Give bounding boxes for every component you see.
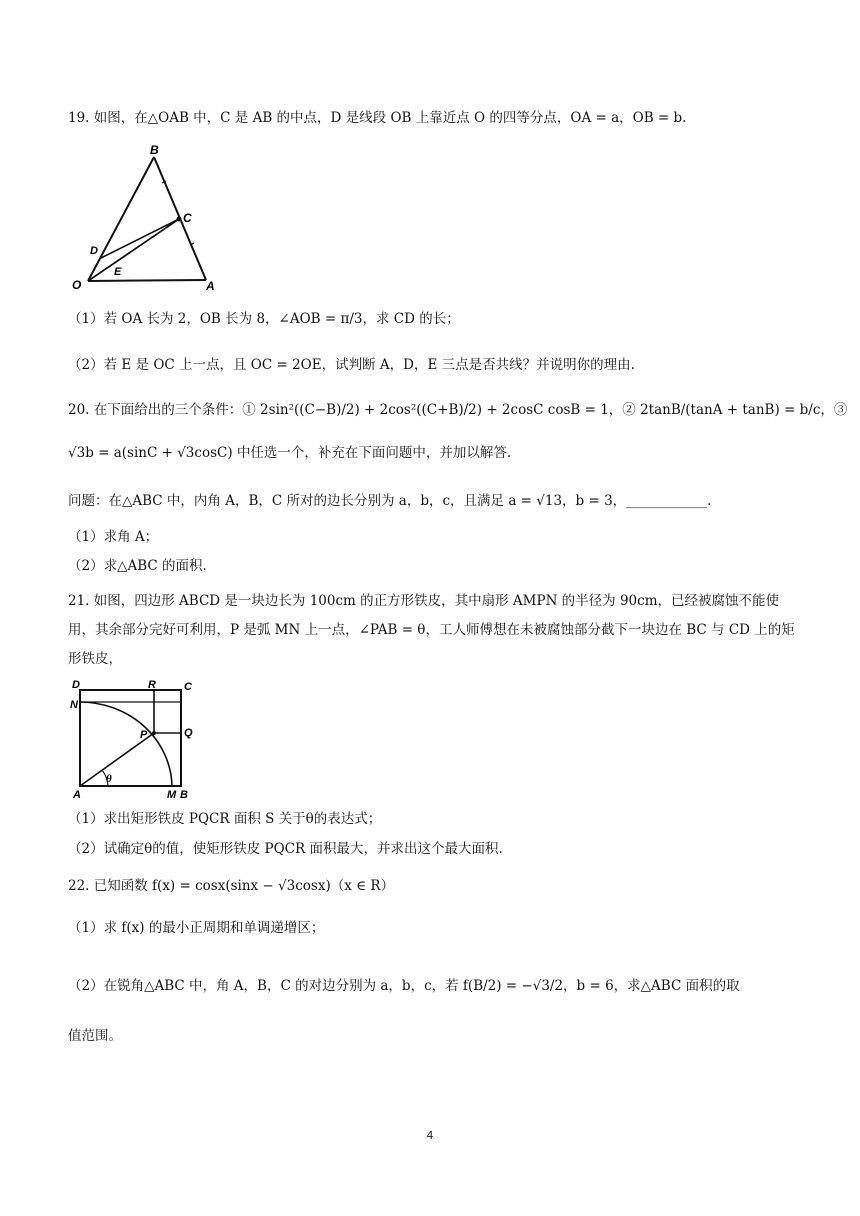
square-abcd xyxy=(80,690,181,786)
label-p: P xyxy=(140,729,148,741)
q21-part1: （1）求出矩形铁皮 PQCR 面积 S 关于θ的表达式； xyxy=(68,811,382,827)
q21-square-figure xyxy=(70,678,210,800)
label-b: B xyxy=(180,789,188,800)
label-d: D xyxy=(90,245,98,257)
label-e: E xyxy=(114,266,122,278)
arc-mn xyxy=(80,702,172,786)
q21-part2: （2）试确定θ的值，使矩形铁皮 PQCR 面积最大，并求出这个最大面积. xyxy=(68,841,503,857)
q22-part2-line2: 值范围。 xyxy=(68,1028,122,1044)
square-abcd-diagram xyxy=(70,678,210,800)
q19-triangle-figure xyxy=(66,142,226,292)
q20-problem: 问题：在△ABC 中，内角 A，B，C 所对的边长分别为 a，b，c，且满足 a = √13，b = 3，____________. xyxy=(68,493,712,509)
q22-part2-line1: （2）在锐角△ABC 中，角 A，B，C 的对边分别为 a，b，c，若 f(B/2) = −√3/2，b = 6，求△ABC 面积的取 xyxy=(68,978,740,994)
q20-stem-line2: √3b = a(sinC + √3cosC) 中任选一个，补充在下面问题中，并加以解答. xyxy=(68,445,512,461)
label-n: N xyxy=(70,699,78,711)
label-r: R xyxy=(148,679,156,691)
page-number: 4 xyxy=(426,1129,434,1142)
q21-stem: 21. 如图，四边形 ABCD 是一块边长为 100cm 的正方形铁皮，其中扇形 AMPN 的半径为 90cm，已经被腐蚀不能使用，其余部分完好可利用，P 是弧 MN 上一点，∠PAB = θ，工人师傅想在未被腐蚀部分截下一块边在 BC 与 CD 上的矩形铁皮， xyxy=(68,593,795,667)
q20-part2: （2）求△ABC 的面积. xyxy=(68,558,207,574)
label-a: A xyxy=(206,279,215,292)
label-m: M xyxy=(167,789,177,800)
label-theta: θ xyxy=(106,773,112,785)
q20-part1: （1）求角 A； xyxy=(68,529,159,545)
q22-part1: （1）求 f(x) 的最小正周期和单调递增区； xyxy=(68,920,325,936)
label-d: D xyxy=(72,679,80,691)
triangle-oab-diagram xyxy=(66,142,226,292)
q19-part1: （1）若 OA 长为 2，OB 长为 8，∠AOB = π/3，求 CD 的长； xyxy=(68,311,460,327)
segment-dc xyxy=(101,219,179,258)
segment-oa xyxy=(88,280,206,281)
label-b: B xyxy=(150,143,159,157)
q22-stem: 22. 已知函数 f(x) = cosx(sinx − √3cosx)（x ∈ R） xyxy=(68,878,395,894)
q19-stem: 19. 如图，在△OAB 中，C 是 AB 的中点，D 是线段 OB 上靠近点 O 的四等分点，OA = a，OB = b. xyxy=(68,110,687,126)
label-a: A xyxy=(73,789,81,800)
label-o: O xyxy=(72,278,82,292)
label-q: Q xyxy=(184,727,193,739)
q19-part2: （2）若 E 是 OC 上一点，且 OC = 2OE，试判断 A，D，E 三点是否共线？并说明你的理由. xyxy=(68,357,635,373)
label-c: C xyxy=(183,211,192,225)
label-c: C xyxy=(184,681,192,693)
q20-stem-line1: 20. 在下面给出的三个条件：① 2sin²((C−B)/2) + 2cos²((C+B)/2) + 2cosC cosB = 1，② 2tanB/(tanA + tanB) = b/c，③ xyxy=(68,402,848,418)
